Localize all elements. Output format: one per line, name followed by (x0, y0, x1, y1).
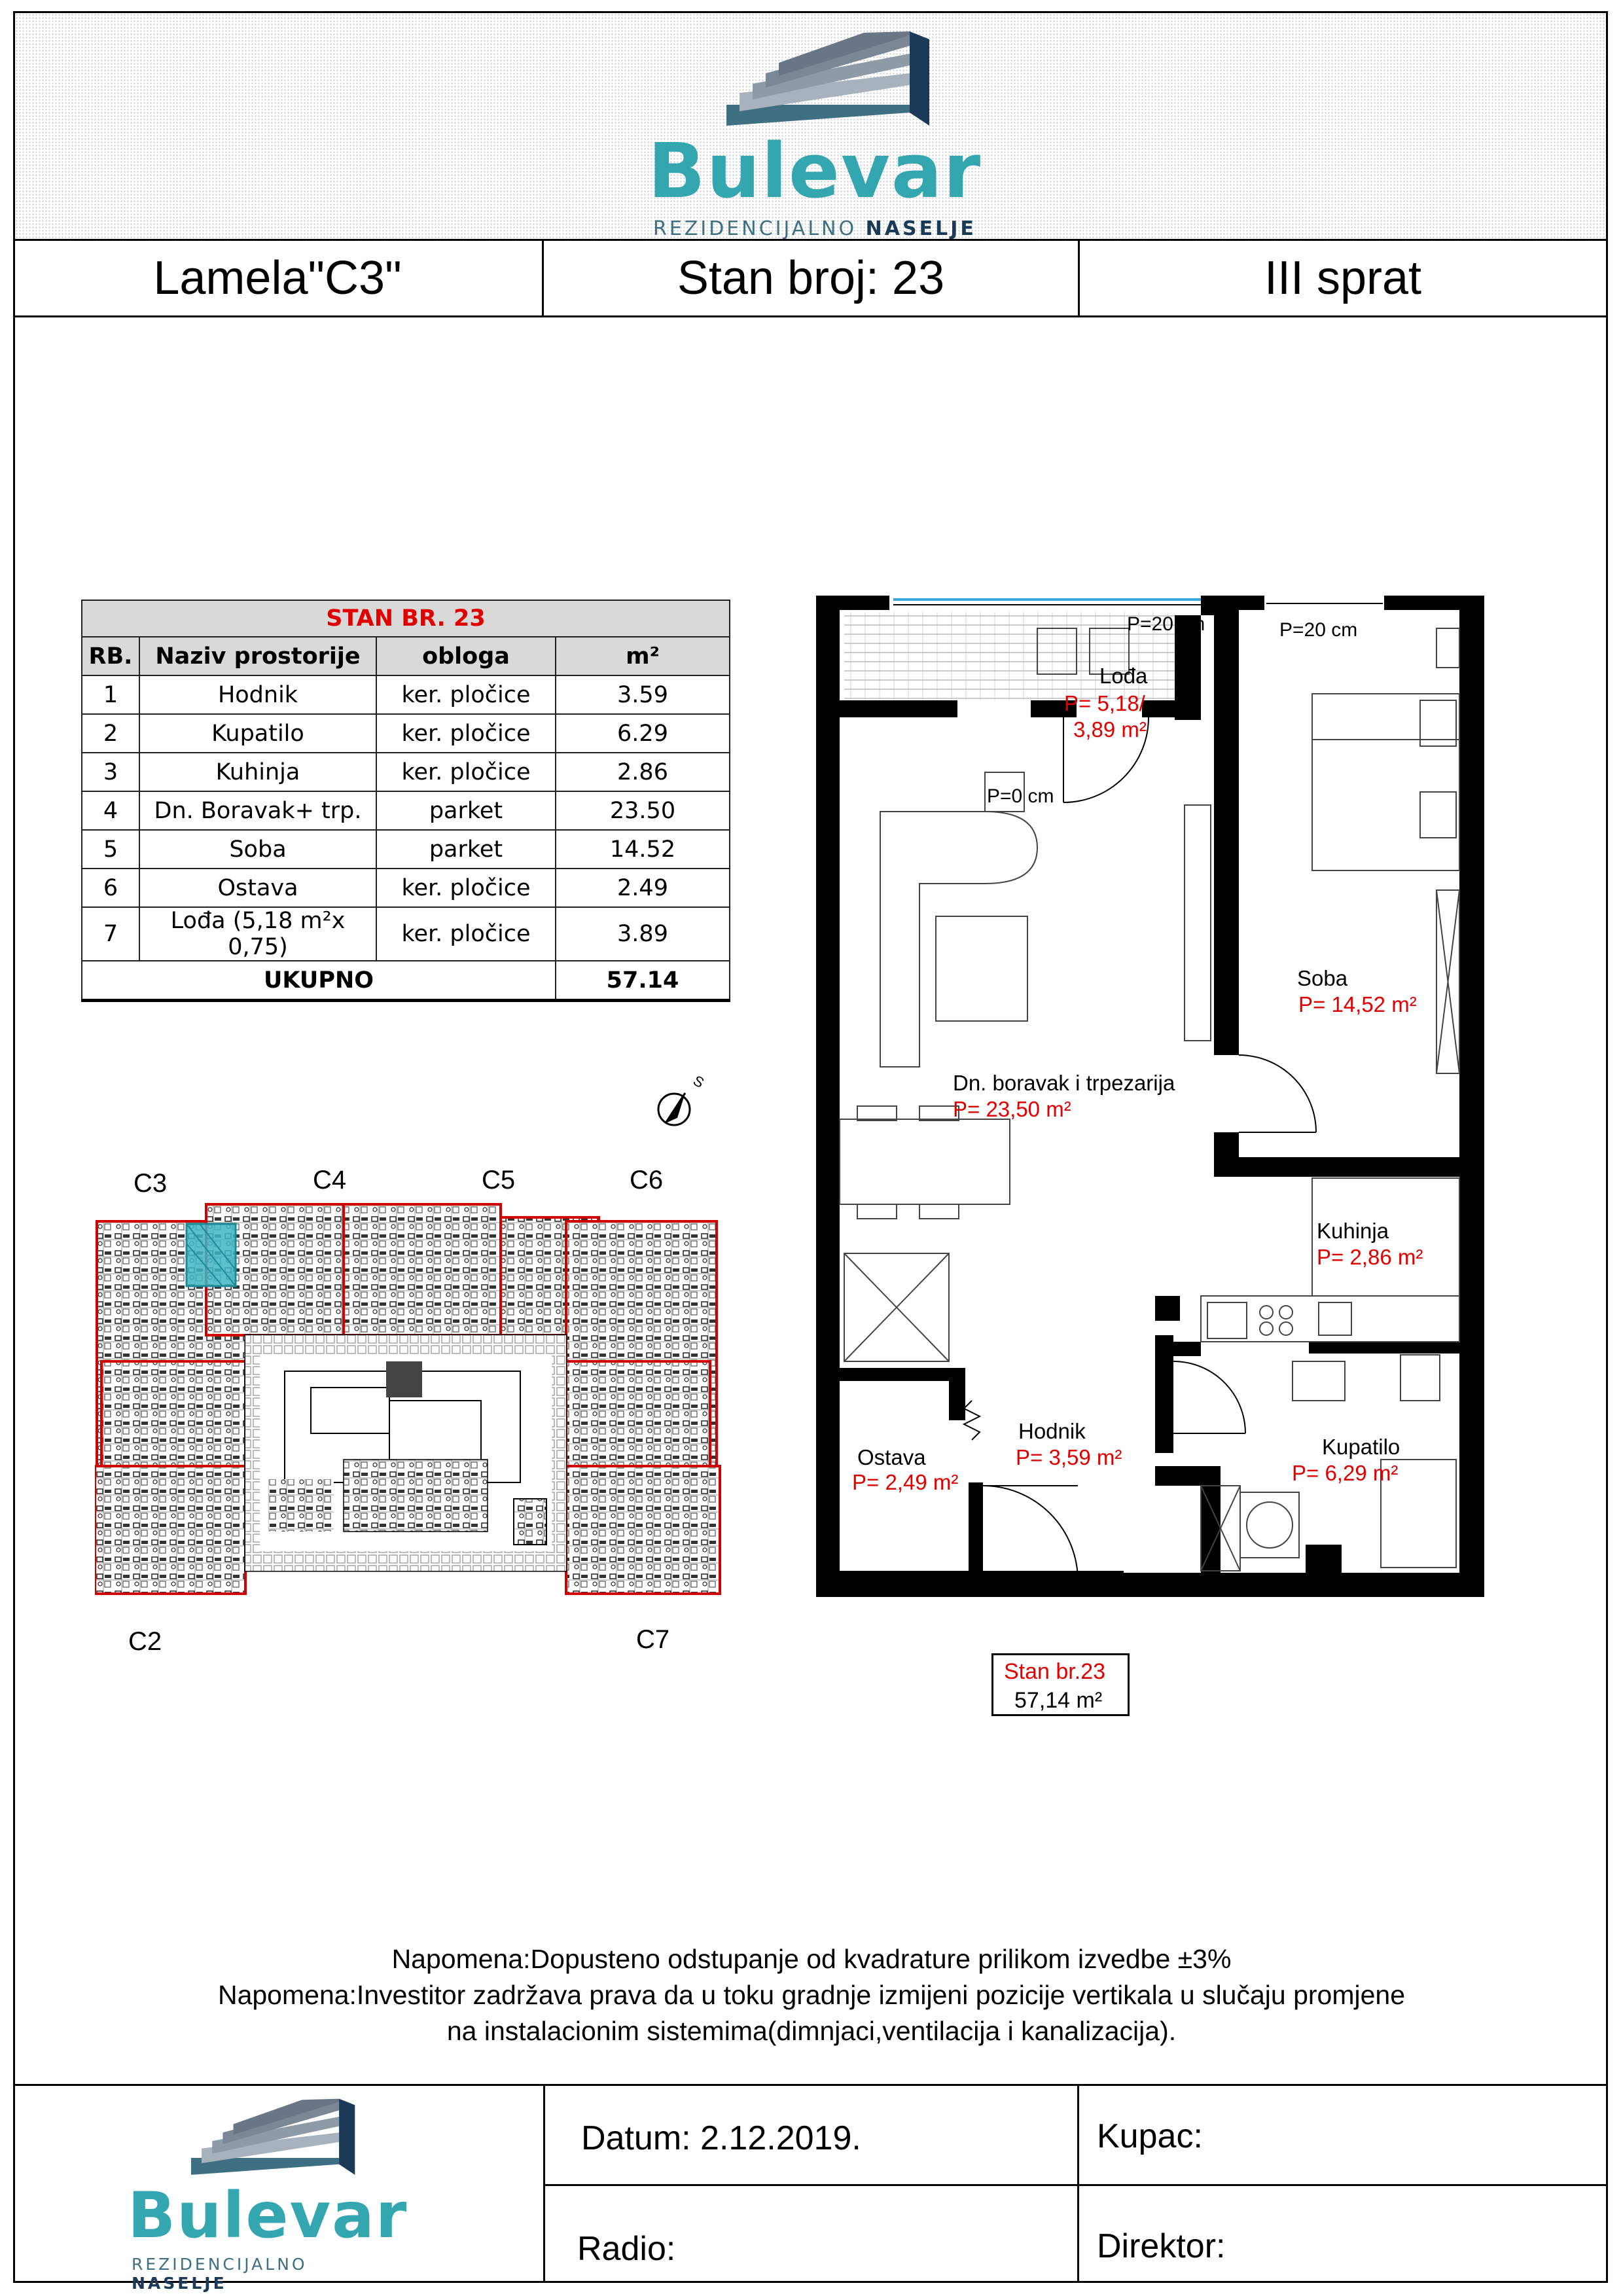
lamela-label-c2: C2 (128, 1627, 162, 1656)
logo-wordmark: Bulevar (128, 2179, 408, 2252)
divider (13, 2084, 1608, 2086)
table-row: 3 Kuhinja ker. pločice 2.86 (82, 753, 730, 791)
table-row: 4 Dn. Boravak+ trp. parket 23.50 (82, 791, 730, 830)
soba-name: Soba (1297, 966, 1348, 990)
header-logo (648, 27, 988, 240)
floor-level: III sprat (1264, 252, 1422, 304)
table-row: 7 Lođa (5,18 m²x 0,75) ker. pločice 3.89 (82, 907, 730, 961)
total-value: 57.14 (556, 961, 730, 1001)
loggia-area: P= 5,18/ (1064, 691, 1145, 715)
hodnik-area: P= 3,59 m² (1016, 1445, 1122, 1469)
apartment-number: Stan broj: 23 (677, 252, 945, 304)
lamela-title: Lamela"C3" (153, 252, 402, 304)
lamela-label-c5: C5 (482, 1166, 516, 1194)
note-investor: Napomena:Investitor zadržava prava da u toku gradnje izmijeni pozicije vertikala u slučaju promjene (217, 1980, 1406, 2010)
loggia-area-2: 3,89 m² (1073, 717, 1147, 742)
kupatilo-area: P= 6,29 m² (1292, 1461, 1399, 1485)
boravak-p-label: P=0 cm (987, 785, 1054, 807)
compass-letter: S (690, 1072, 707, 1092)
boravak-name: Dn. boravak i trpezarija (953, 1071, 1175, 1095)
table-row: 5 Soba parket 14.52 (82, 830, 730, 869)
logo-tagline: REZIDENCIJALNO NASELJE (653, 217, 976, 240)
loggia-name: Lođa (1099, 664, 1148, 688)
soba-area: P= 14,52 m² (1298, 992, 1417, 1016)
hodnik-name: Hodnik (1018, 1419, 1086, 1443)
total-row (82, 961, 730, 1001)
site-plan (95, 1198, 723, 1617)
footer-logo (128, 2091, 408, 2293)
loggia-p-label: P=20 cm (1127, 613, 1205, 635)
kupatilo-name: Kupatilo (1322, 1435, 1400, 1459)
divider (543, 2184, 1608, 2186)
table-row: 1 Hodnik ker. pločice 3.59 (82, 675, 730, 714)
table-caption: STAN BR. 23 (82, 600, 730, 637)
note-installations: na instalacionim sistemima(dimnjaci,ventilacija i kanalizacija). (446, 2016, 1177, 2046)
soba-p-label: P=20 cm (1279, 619, 1358, 641)
divider (1077, 2084, 1079, 2283)
note-tolerance: Napomena:Dopusteno odstupanje od kvadrature prilikom izvedbe ±3% (391, 1944, 1232, 1974)
divider (543, 2084, 545, 2283)
column-header: RB. (82, 637, 139, 675)
boravak-area: P= 23,50 m² (953, 1097, 1071, 1121)
lamela-label-c6: C6 (630, 1166, 664, 1194)
ostava-name: Ostava (857, 1445, 926, 1469)
kitchen-mark: * (1474, 1185, 1481, 1204)
lamela-label-c3: C3 (134, 1169, 168, 1198)
kuhinja-area: P= 2,86 m² (1317, 1245, 1423, 1269)
table-row: 2 Kupatilo ker. pločice 6.29 (82, 714, 730, 753)
apartment-summary-title: Stan br.23 (1004, 1659, 1106, 1684)
lamela-label-c4: C4 (313, 1166, 347, 1194)
column-header: obloga (376, 637, 556, 675)
kuhinja-name: Kuhinja (1317, 1219, 1389, 1243)
column-header: m² (556, 637, 730, 675)
logo-wordmark: Bulevar (648, 128, 982, 215)
director-field: Direktor: (1097, 2227, 1226, 2265)
apartment-summary-box (991, 1653, 1130, 1716)
ostava-area: P= 2,49 m² (852, 1470, 959, 1494)
total-label: UKUPNO (82, 961, 556, 1001)
prepared-by-field: Radio: (577, 2230, 676, 2268)
date-field: Datum: 2.12.2019. (581, 2119, 861, 2157)
buyer-field: Kupac: (1097, 2117, 1203, 2155)
room-area-table (81, 600, 730, 1002)
column-header: Naziv prostorije (139, 637, 376, 675)
logo-tagline: REZIDENCIJALNO NASELJE (132, 2255, 308, 2293)
table-row: 6 Ostava ker. pločice 2.49 (82, 869, 730, 907)
lamela-label-c7: C7 (636, 1625, 670, 1654)
apartment-summary-area: 57,14 m² (1014, 1688, 1103, 1713)
